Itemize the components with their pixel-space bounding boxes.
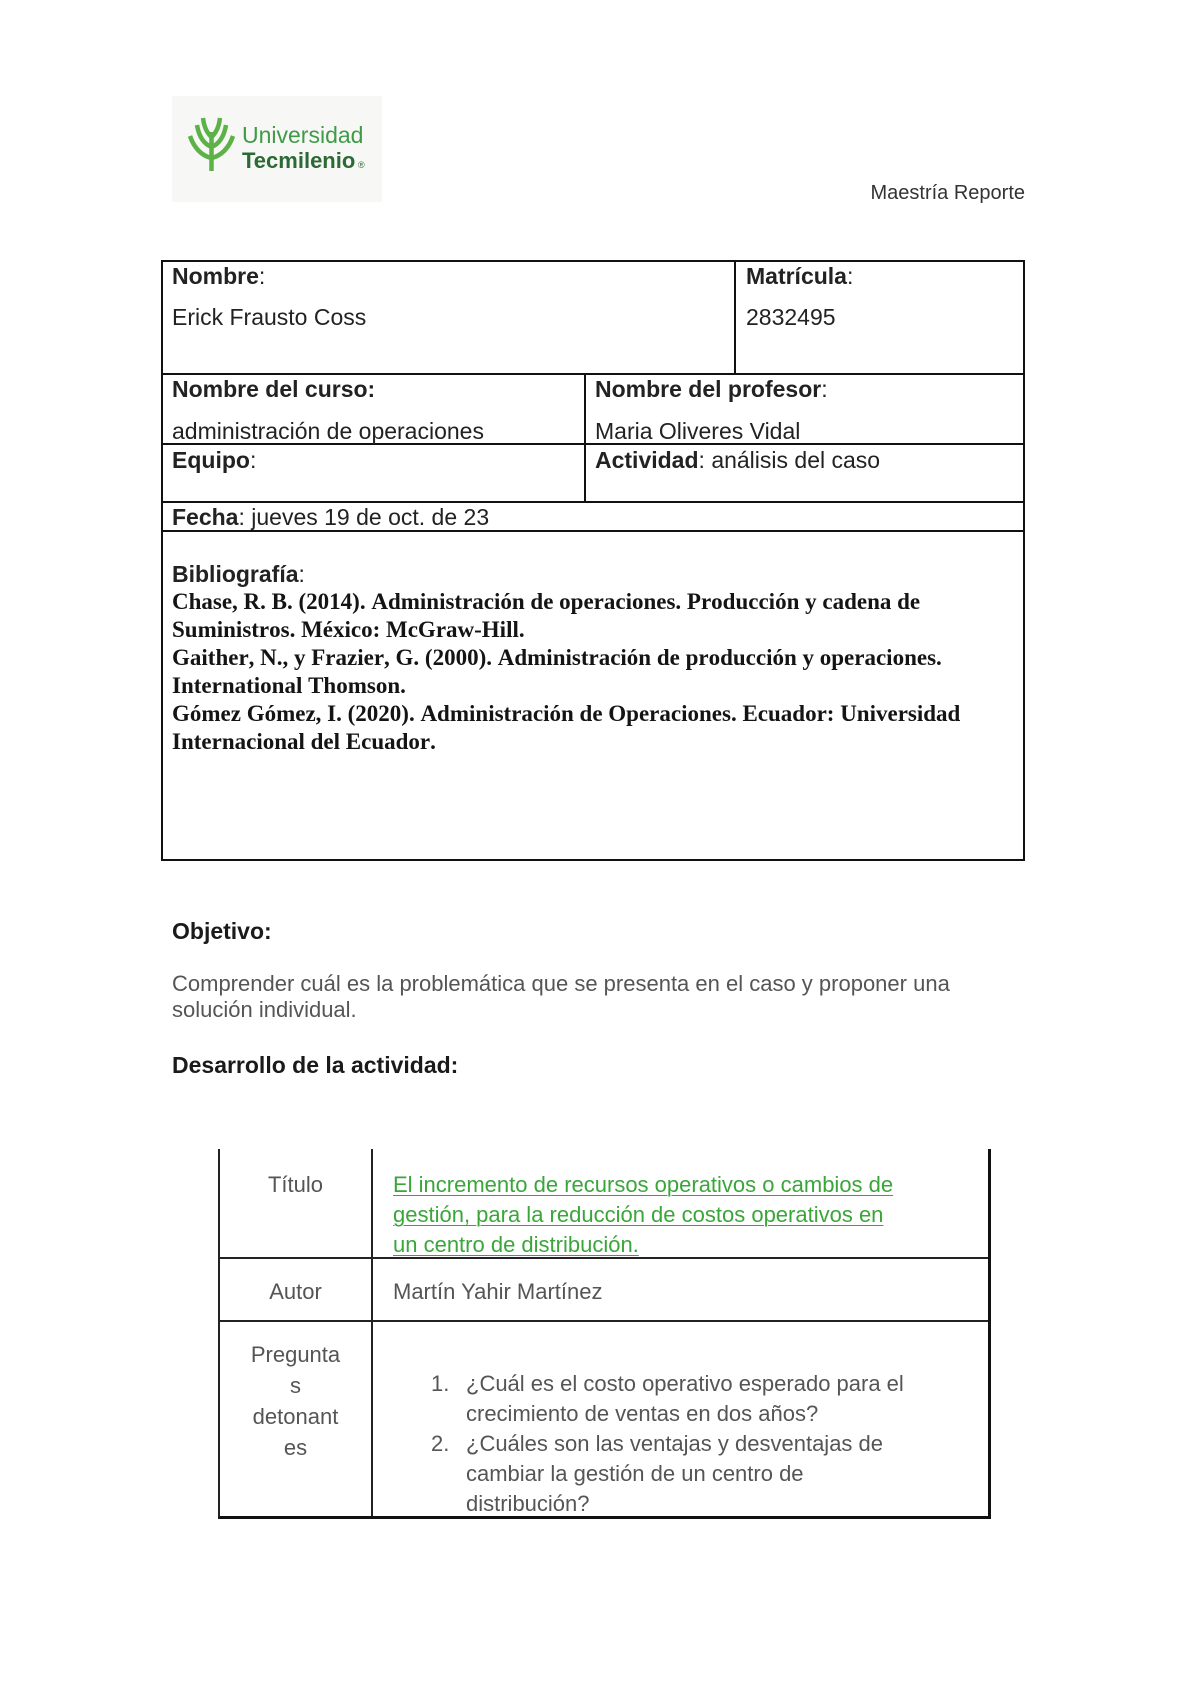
- logo-text-universidad: Universidad: [242, 122, 364, 148]
- info-row-team-activity: [163, 445, 1023, 503]
- author-value-cell: [373, 1259, 988, 1320]
- student-info-table: [161, 260, 1025, 861]
- case-row-author: [220, 1259, 988, 1322]
- case-row-questions: [220, 1322, 988, 1516]
- objective-text: Comprender cuál es la problemática que se presenta en el caso y proponer una solución individual.: [172, 971, 950, 1022]
- fecha-value: jueves 19 de oct. de 23: [251, 504, 490, 530]
- title-value-cell: [373, 1149, 988, 1257]
- equipo-label: Equipo: [172, 447, 250, 473]
- questions-list: [431, 1369, 918, 1519]
- cell-fecha: [163, 503, 1023, 530]
- actividad-label: Actividad: [595, 447, 699, 473]
- question-text: ¿Cuáles son las ventajas y desventajas de cambiar la gestión de un centro de distribución?: [466, 1431, 884, 1516]
- question-item: [431, 1369, 918, 1429]
- bibliography-entry: Chase, R. B. (2014). Administración de operaciones. Producción y cadena de Suministros. México: McGraw-Hill.: [172, 589, 921, 642]
- title-label: Título: [267, 1172, 324, 1197]
- questions-value-cell: [373, 1322, 988, 1516]
- questions-label: Preguntas detonantes: [250, 1342, 341, 1460]
- author-label-cell: [220, 1259, 373, 1320]
- info-row-course: [163, 375, 1023, 445]
- development-heading: Desarrollo de la actividad:: [172, 1052, 459, 1078]
- university-logo: [172, 96, 382, 202]
- info-row-date: [163, 503, 1023, 532]
- bibliografia-label: Bibliografía: [172, 561, 299, 587]
- matricula-value: 2832495: [746, 304, 836, 330]
- cell-matricula: [736, 262, 1023, 373]
- logo-tree-icon: [190, 118, 233, 171]
- profesor-value: Maria Oliveres Vidal: [595, 418, 801, 444]
- question-text: ¿Cuál es el costo operativo esperado para el crecimiento de ventas en dos años?: [466, 1371, 904, 1426]
- info-row-student: [163, 262, 1023, 375]
- question-number: 2.: [431, 1431, 450, 1456]
- curso-label: Nombre del curso:: [172, 376, 376, 402]
- nombre-separator: :: [258, 263, 266, 289]
- actividad-value: análisis del caso: [711, 447, 881, 473]
- title-label-cell: [220, 1149, 373, 1257]
- document-type-label: Maestría Reporte: [870, 182, 1025, 204]
- nombre-label: Nombre: [172, 263, 259, 289]
- fecha-label: Fecha: [172, 504, 239, 530]
- fecha-separator: :: [238, 504, 245, 530]
- bibliography-entry: Gaither, N., y Frazier, G. (2000). Administración de producción y operaciones. International Thomson.: [172, 645, 942, 698]
- logo-text-tecmilenio: Tecmilenio: [242, 148, 356, 173]
- author-label: Autor: [269, 1279, 322, 1304]
- nombre-value: Erick Frausto Coss: [172, 304, 367, 330]
- info-row-bibliography: [163, 532, 1023, 859]
- bibliografia-heading: [172, 560, 1014, 588]
- case-row-title: [220, 1149, 988, 1259]
- matricula-label: Matrícula: [746, 263, 847, 289]
- cell-profesor: [586, 375, 1023, 443]
- equipo-separator: :: [249, 447, 257, 473]
- cell-actividad: [586, 445, 1023, 501]
- cell-curso: [163, 375, 586, 443]
- logo-registered-mark: ®: [358, 160, 365, 170]
- author-value: Martín Yahir Martínez: [393, 1279, 603, 1304]
- case-title-link[interactable]: El incremento de recursos operativos o cambios de gestión, para la reducción de costos operativos en un centro de distribución.: [393, 1172, 894, 1257]
- actividad-separator: :: [698, 447, 705, 473]
- profesor-separator: :: [821, 376, 828, 402]
- cell-equipo: [163, 445, 586, 501]
- bibliografia-separator: :: [298, 561, 305, 587]
- bibliography-entry: Gómez Gómez, I. (2020). Administración de Operaciones. Ecuador: Universidad Internacional del Ecuador.: [172, 701, 961, 754]
- university-logo-graphic: [172, 96, 382, 202]
- objective-heading: Objetivo:: [172, 918, 272, 944]
- profesor-label: Nombre del profesor: [595, 376, 822, 402]
- curso-value: administración de operaciones: [172, 418, 484, 444]
- case-summary-table: [218, 1149, 991, 1519]
- matricula-separator: :: [846, 263, 854, 289]
- questions-label-cell: [220, 1322, 373, 1516]
- cell-bibliografia: [163, 532, 1023, 859]
- question-number: 1.: [431, 1371, 450, 1396]
- cell-nombre: [163, 262, 736, 373]
- question-item: [431, 1429, 918, 1519]
